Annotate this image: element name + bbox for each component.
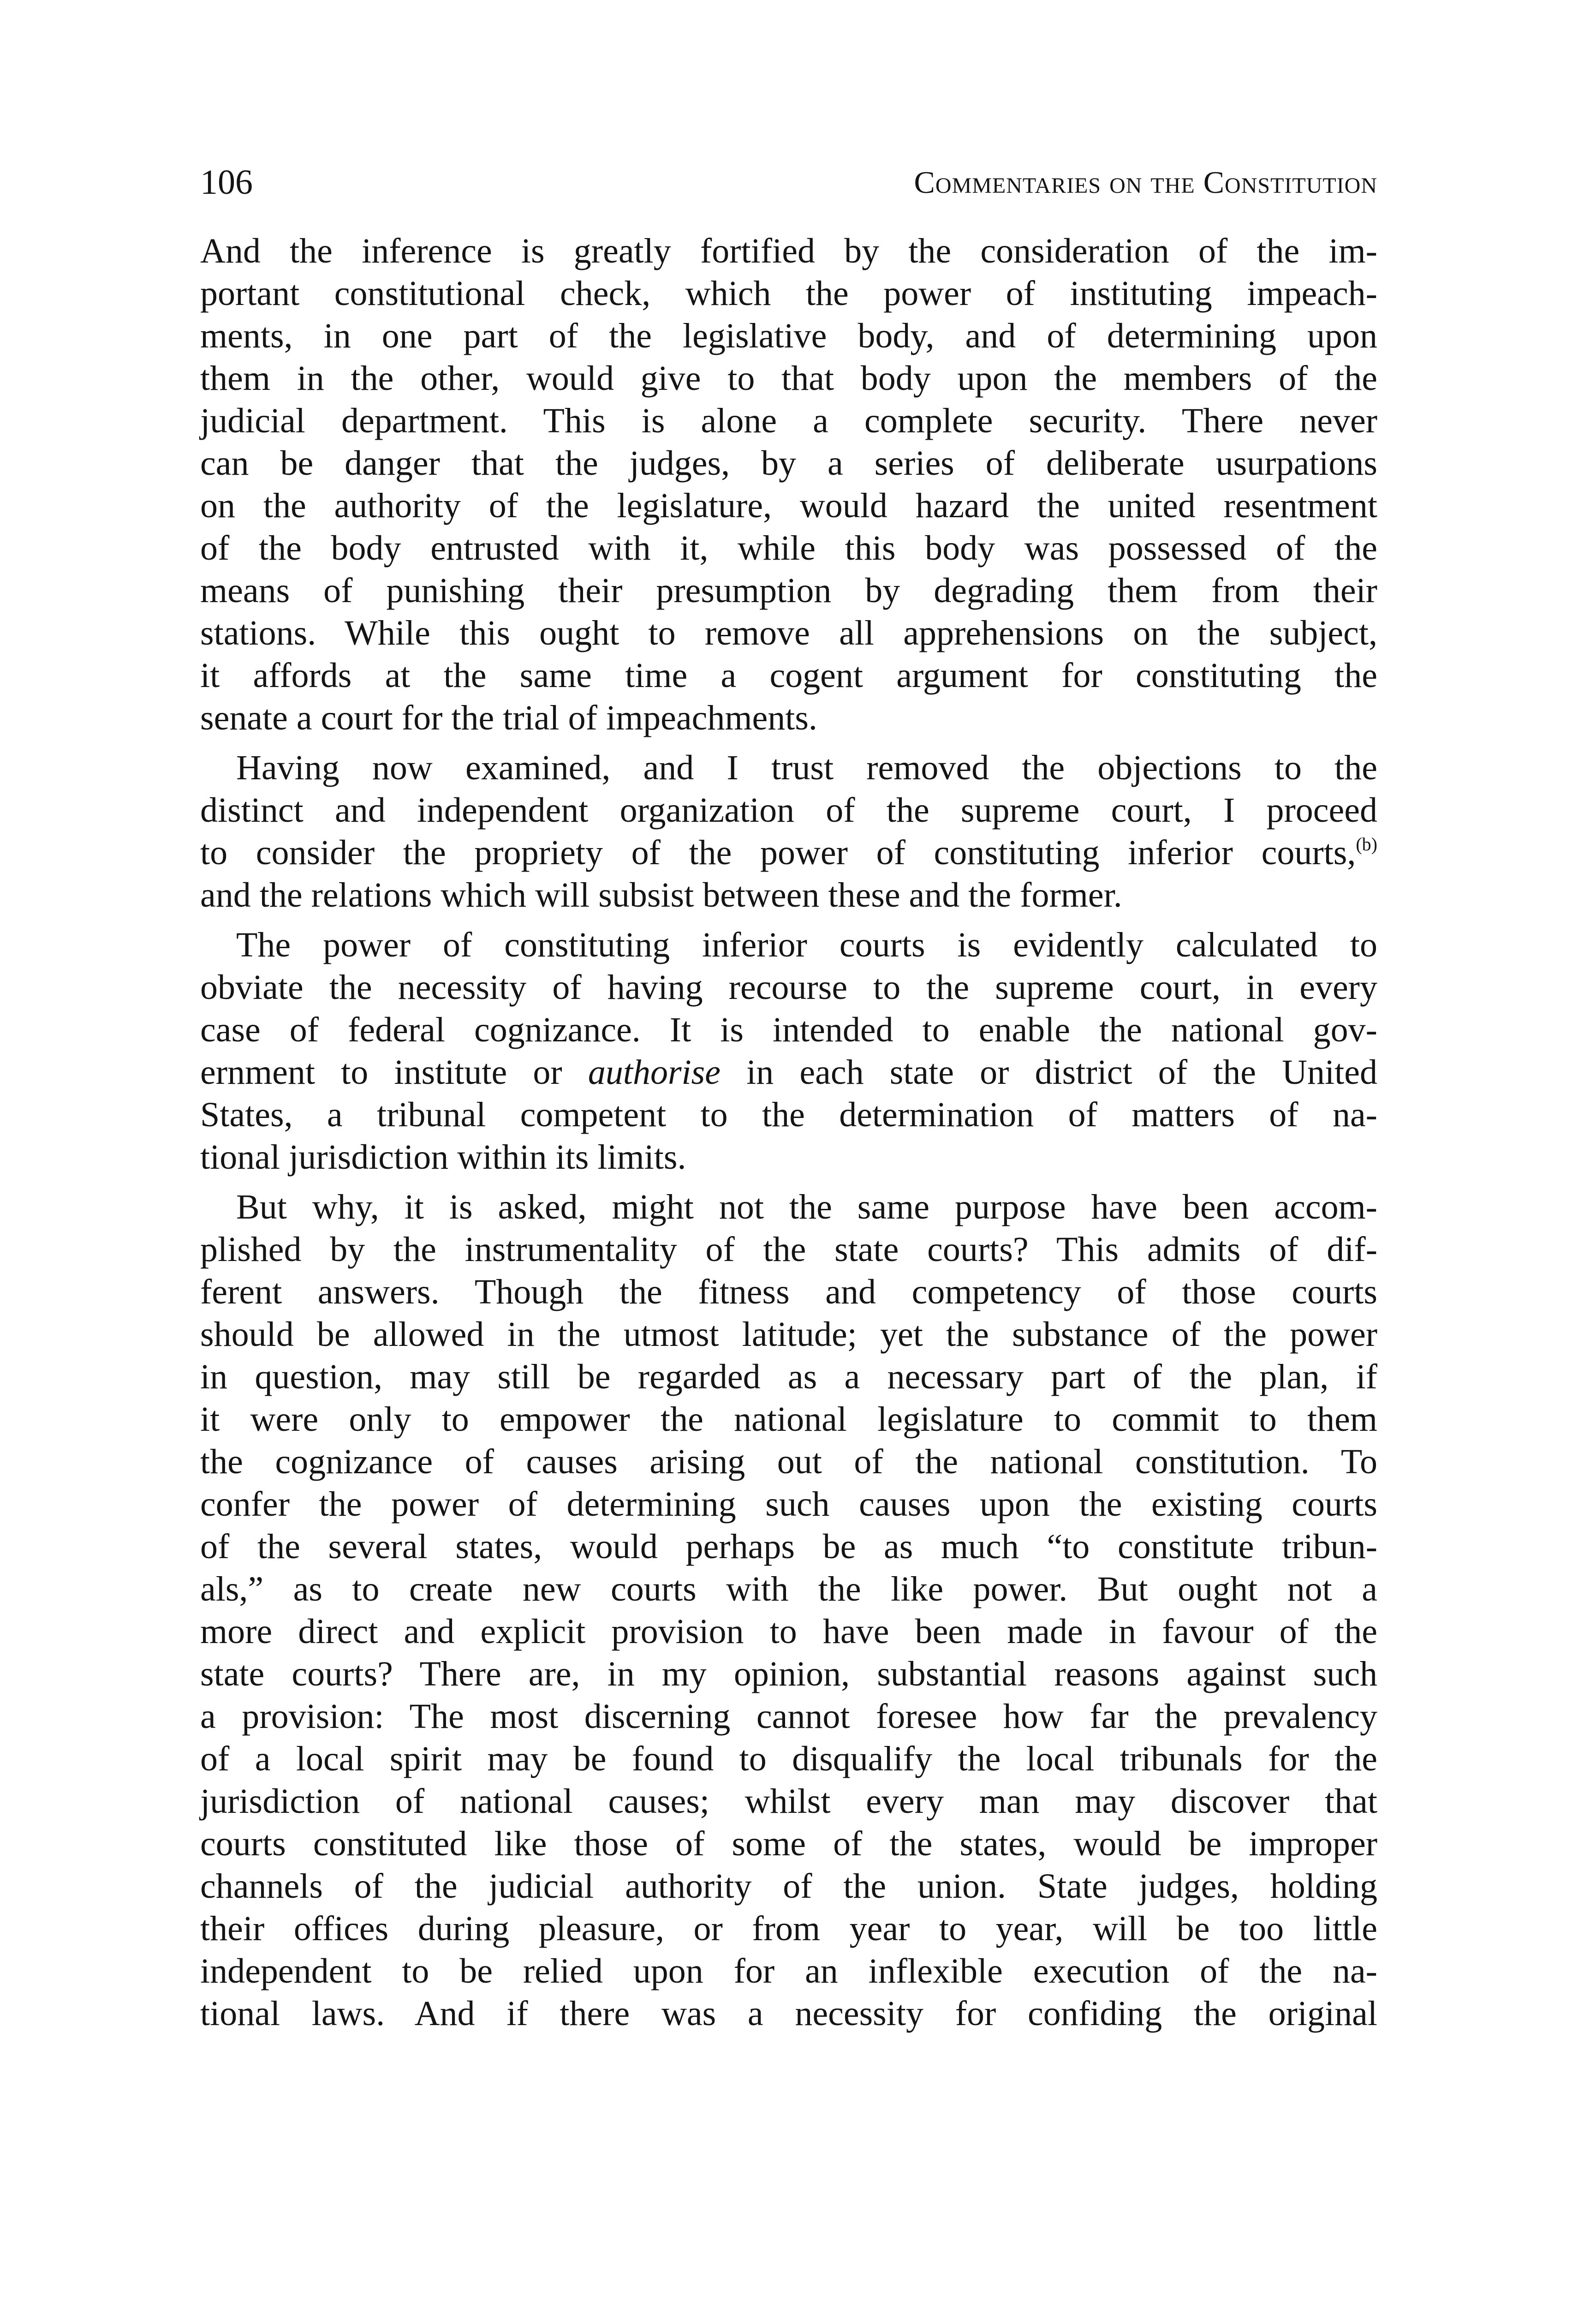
text-line: them in the other, would give to that body upon the members of the xyxy=(200,359,1377,398)
text-line: it affords at the same time a cogent argument for constituting the xyxy=(200,656,1377,695)
text-line: independent to be relied upon for an inflexible execution of the na- xyxy=(200,1952,1377,1990)
text-line: But why, it is asked, might not the same purpose have been accom- xyxy=(236,1188,1377,1226)
text-line: and the relations which will subsist between these and the former. xyxy=(200,876,1122,914)
text-line: tional laws. And if there was a necessity for confiding the original xyxy=(200,1994,1377,2033)
text-segment: ernment to institute or xyxy=(200,1053,562,1092)
text-line: stations. While this ought to remove all apprehensions on the subject, xyxy=(200,614,1377,652)
text-line: it were only to empower the national legislature to commit to them xyxy=(200,1400,1377,1439)
text-line: case of federal cognizance. It is intended to enable the national gov- xyxy=(200,1010,1377,1049)
text-line-content: to consider the propriety of the power of constituting inferior courts, xyxy=(200,833,1356,872)
italic-word: authorise xyxy=(588,1053,721,1092)
page-number: 106 xyxy=(200,163,253,202)
body-text xyxy=(200,230,1377,2035)
paragraph-4 xyxy=(200,1186,1377,2035)
footnote-marker: (b) xyxy=(1356,834,1377,855)
text-line: of a local spirit may be found to disqualify the local tribunals for the xyxy=(200,1739,1377,1778)
text-line: state courts? There are, in my opinion, substantial reasons against such xyxy=(200,1655,1377,1693)
running-head xyxy=(200,159,1377,210)
text-line xyxy=(200,1051,1377,1094)
text-line: of the several states, would perhaps be as much “to constitute tribun- xyxy=(200,1527,1377,1566)
text-line: senate a court for the trial of impeachments. xyxy=(200,699,817,737)
text-line: ments, in one part of the legislative body, and of determining upon xyxy=(200,317,1377,355)
text-line: Having now examined, and I trust removed the objections to the xyxy=(236,748,1377,787)
text-line: channels of the judicial authority of the union. State judges, holding xyxy=(200,1867,1377,1906)
text-line: more direct and explicit provision to have been made in favour of the xyxy=(200,1612,1377,1651)
paragraph-3 xyxy=(200,924,1377,1178)
text-line: distinct and independent organization of the supreme court, I proceed xyxy=(200,791,1377,830)
running-title: Commentaries on the Constitution xyxy=(914,165,1377,200)
text-segment: in each state or district of the United xyxy=(746,1053,1378,1092)
text-line: means of punishing their presumption by degrading them from their xyxy=(200,571,1377,610)
text-line: States, a tribunal competent to the determination of matters of na- xyxy=(200,1095,1377,1134)
text-line xyxy=(200,831,1377,874)
text-line: can be danger that the judges, by a series of deliberate usurpations xyxy=(200,444,1377,483)
text-line: tional jurisdiction within its limits. xyxy=(200,1138,686,1177)
paragraph-2 xyxy=(200,747,1377,916)
text-line: of the body entrusted with it, while this body was possessed of the xyxy=(200,529,1377,568)
text-line: ferent answers. Though the fitness and competency of those courts xyxy=(200,1273,1377,1311)
text-line: in question, may still be regarded as a necessary part of the plan, if xyxy=(200,1357,1377,1396)
text-line: portant constitutional check, which the power of instituting impeach- xyxy=(200,274,1377,313)
text-line: The power of constituting inferior courts is evidently calculated to xyxy=(236,926,1377,964)
text-line: their offices during pleasure, or from year to year, will be too little xyxy=(200,1909,1377,1948)
text-line: als,” as to create new courts with the like power. But ought not a xyxy=(200,1570,1377,1608)
text-line: the cognizance of causes arising out of the national constitution. To xyxy=(200,1442,1377,1481)
text-line: a provision: The most discerning cannot foresee how far the prevalency xyxy=(200,1697,1377,1736)
text-line: And the inference is greatly fortified by the consideration of the im- xyxy=(200,232,1377,270)
text-line: judicial department. This is alone a complete security. There never xyxy=(200,401,1377,440)
text-line: should be allowed in the utmost latitude; yet the substance of the power xyxy=(200,1315,1377,1354)
text-line: jurisdiction of national causes; whilst every man may discover that xyxy=(200,1782,1377,1821)
text-line: plished by the instrumentality of the state courts? This admits of dif- xyxy=(200,1230,1377,1269)
text-line: confer the power of determining such causes upon the existing courts xyxy=(200,1485,1377,1524)
text-line: obviate the necessity of having recourse to the supreme court, in every xyxy=(200,968,1377,1007)
text-line: on the authority of the legislature, would hazard the united resentment xyxy=(200,486,1377,525)
text-line: courts constituted like those of some of the states, would be improper xyxy=(200,1824,1377,1863)
paragraph-1 xyxy=(200,230,1377,739)
